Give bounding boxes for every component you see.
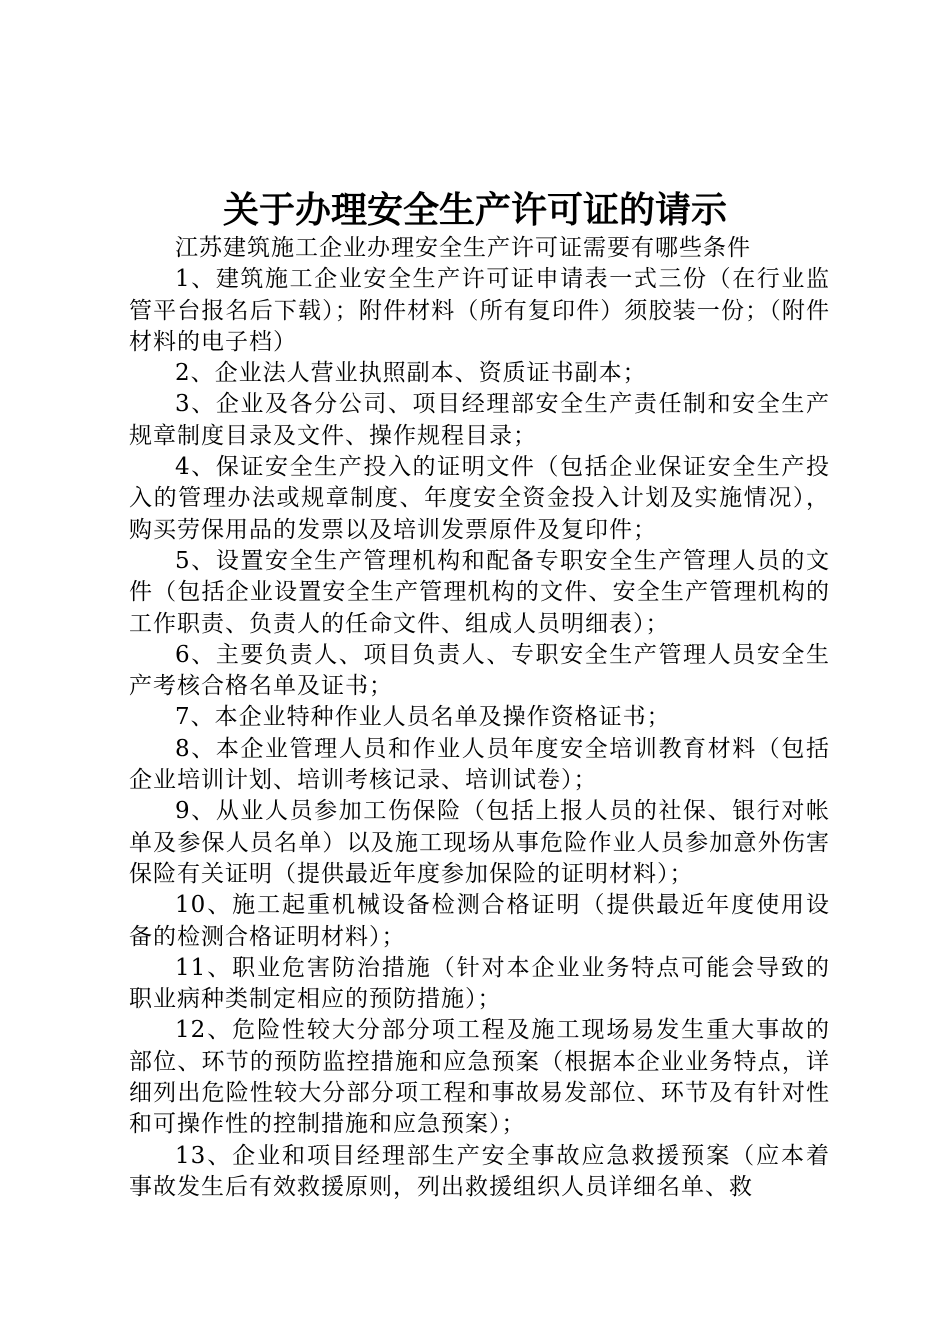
list-item: 3、企业及各分公司、项目经理部安全生产责任制和安全生产规章制度目录及文件、操作规程目录；	[129, 391, 830, 449]
list-item: 4、保证安全生产投入的证明文件（包括企业保证安全生产投入的管理办法或规章制度、年度安全资金投入计划及实施情况），购买劳保用品的发票以及培训发票原件及复印件；	[129, 454, 830, 543]
list-item: 9、从业人员参加工伤保险（包括上报人员的社保、银行对帐单及参保人员名单）以及施工现场从事危险作业人员参加意外伤害保险有关证明（提供最近年度参加保险的证明材料）；	[129, 798, 830, 887]
list-item: 7、本企业特种作业人员名单及操作资格证书；	[175, 704, 671, 731]
document-subtitle: 江苏建筑施工企业办理安全生产许可证需要有哪些条件	[175, 235, 751, 261]
list-item: 5、设置安全生产管理机构和配备专职安全生产管理人员的文件（包括企业设置安全生产管理机构的文件、安全生产管理机构的工作职责、负责人的任命文件、组成人员明细表）；	[129, 547, 830, 637]
list-item: 1、建筑施工企业安全生产许可证申请表一式三份（在行业监管平台报名后下载）；附件材料（所有复印件）须胶装一份；（附件材料的电子档）	[129, 266, 830, 355]
list-item: 10、施工起重机械设备检测合格证明（提供最近年度使用设备的检测合格证明材料）；	[129, 892, 830, 950]
document-title: 关于办理安全生产许可证的请示	[222, 189, 727, 231]
list-item: 12、危险性较大分部分项工程及施工现场易发生重大事故的部位、环节的预防监控措施和应急预案（根据本企业业务特点，详细列出危险性较大分部分项工程和事故易发部位、环节及有针对性和可操作性的控制措施和应急预案）；	[129, 1017, 830, 1138]
list-item: 6、主要负责人、项目负责人、专职安全生产管理人员安全生产考核合格名单及证书；	[129, 641, 830, 700]
document-body	[129, 233, 830, 1203]
list-item: 2、企业法人营业执照副本、资质证书副本；	[175, 360, 647, 387]
list-item: 8、本企业管理人员和作业人员年度安全培训教育材料（包括企业培训计划、培训考核记录、培训试卷）；	[129, 735, 830, 794]
list-item: 13、企业和项目经理部生产安全事故应急救援预案（应本着事故发生后有效救援原则，列出救援组织人员详细名单、救	[129, 1142, 830, 1200]
list-item: 11、职业危害防治措施（针对本企业业务特点可能会导致的职业病种类制定相应的预防措施）；	[129, 954, 830, 1013]
